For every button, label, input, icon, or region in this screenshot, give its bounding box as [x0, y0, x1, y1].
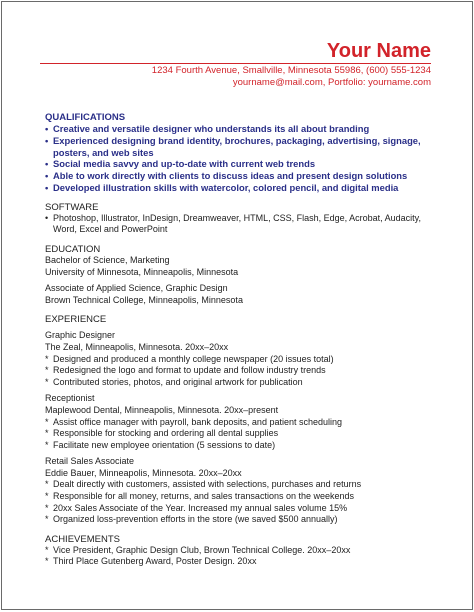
- job-role: Graphic Designer: [45, 330, 116, 341]
- job-entry: [45, 393, 432, 451]
- list-item: * Vice President, Graphic Design Club, Brown Technical College. 20xx–20xx: [45, 544, 351, 555]
- asterisk-icon: *: [45, 439, 49, 450]
- list-item: * Facilitate new employee orientation (5 sessions to date): [45, 439, 276, 450]
- education-section: [45, 244, 432, 306]
- asterisk-icon: *: [45, 353, 49, 364]
- header: [327, 40, 431, 62]
- list-item: * 20xx Sales Associate of the Year. Increased my annual sales volume 15%: [45, 502, 348, 513]
- contact-address: 1234 Fourth Avenue, Smallville, Minnesota 55986, (600) 555-1234: [151, 65, 431, 76]
- asterisk-icon: *: [45, 365, 49, 376]
- bullet-icon: •: [45, 170, 49, 182]
- experience-section: [45, 314, 432, 526]
- software-list: [45, 213, 432, 236]
- list-item: * Responsible for all money, returns, and sales transactions on the weekends: [45, 491, 354, 502]
- education-school: Brown Technical College, Minneapolis, Minnesota: [45, 294, 243, 305]
- qualifications-title: QUALIFICATIONS: [45, 112, 126, 123]
- asterisk-icon: *: [45, 376, 49, 387]
- software-title: SOFTWARE: [45, 201, 99, 213]
- list-item: * Contributed stories, photos, and original artwork for publication: [45, 376, 303, 387]
- resume-page: [1, 1, 473, 610]
- list-item: * Assist office manager with payroll, bank deposits, and patient scheduling: [45, 416, 343, 427]
- list-item: * Dealt directly with customers, assisted with selections, purchases and returns: [45, 479, 362, 490]
- education-school: University of Minnesota, Minneapolis, Minnesota: [45, 266, 239, 277]
- job-org: Eddie Bauer, Minneapolis, Minnesota. 20xx–20xx: [45, 467, 242, 478]
- asterisk-icon: *: [45, 479, 49, 490]
- resume-body: [45, 112, 432, 568]
- asterisk-icon: *: [45, 556, 49, 567]
- bullet-icon: •: [45, 212, 49, 223]
- job-entry: [45, 330, 432, 388]
- qualifications-list: [45, 123, 432, 194]
- asterisk-icon: *: [45, 416, 49, 427]
- bullet-icon: •: [45, 158, 49, 170]
- job-role: Receptionist: [45, 393, 95, 404]
- education-title: EDUCATION: [45, 243, 101, 255]
- candidate-name: Your Name: [326, 40, 431, 62]
- experience-title: EXPERIENCE: [45, 314, 107, 326]
- job-bullets: [45, 479, 432, 525]
- asterisk-icon: *: [45, 428, 49, 439]
- bullet-icon: •: [45, 181, 49, 193]
- job-org: The Zeal, Minneapolis, Minnesota. 20xx–20xx: [45, 341, 229, 352]
- list-item: * Designed and produced a monthly college newspaper (20 issues total): [45, 353, 334, 364]
- list-item: * Third Place Gutenberg Award, Poster Design. 20xx: [45, 556, 257, 567]
- list-item: • Creative and versatile designer who understands its all about branding: [45, 123, 370, 134]
- list-item: * Organized loss-prevention efforts in the store (we saved $500 annually): [45, 514, 338, 525]
- list-item: • Photoshop, Illustrator, InDesign, Dreamweaver, HTML, CSS, Flash, Edge, Acrobat, Audacity, Word, Excel and PowerPoint: [45, 212, 422, 235]
- job-bullets: [45, 354, 432, 389]
- achievements-title: ACHIEVEMENTS: [45, 533, 120, 545]
- list-item: * Redesigned the logo and format to update and follow industry trends: [45, 365, 326, 376]
- job-entry: [45, 456, 432, 526]
- asterisk-icon: *: [45, 502, 49, 513]
- list-item: • Able to work directly with clients to discuss ideas and present design solutions: [45, 170, 408, 182]
- education-degree: Associate of Applied Science, Graphic Design: [45, 283, 228, 294]
- list-item: • Developed illustration skills with watercolor, colored pencil, and digital media: [45, 181, 399, 193]
- job-role: Retail Sales Associate: [45, 456, 135, 467]
- contact-email-portfolio: yourname@mail.com, Portfolio: yourname.com: [232, 77, 431, 88]
- achievements-list: [45, 545, 432, 568]
- software-section: [45, 202, 432, 236]
- bullet-icon: •: [45, 134, 49, 146]
- bullet-icon: •: [45, 123, 49, 134]
- qualifications-section: [45, 112, 432, 194]
- contact-block: [152, 65, 431, 89]
- asterisk-icon: *: [45, 491, 49, 502]
- job-bullets: [45, 417, 432, 452]
- asterisk-icon: *: [45, 544, 49, 555]
- job-org: Maplewood Dental, Minneapolis, Minnesota. 20xx–present: [45, 404, 279, 415]
- header-rule: [40, 63, 431, 64]
- education-degree: Bachelor of Science, Marketing: [45, 254, 170, 265]
- list-item: • Experienced designing brand identity, brochures, packaging, advertising, signage, posters, and web sites: [45, 134, 421, 158]
- achievements-section: [45, 534, 432, 568]
- list-item: • Social media savvy and up-to-date with current web trends: [45, 158, 316, 170]
- asterisk-icon: *: [45, 514, 49, 525]
- list-item: * Responsible for stocking and ordering all dental supplies: [45, 428, 279, 439]
